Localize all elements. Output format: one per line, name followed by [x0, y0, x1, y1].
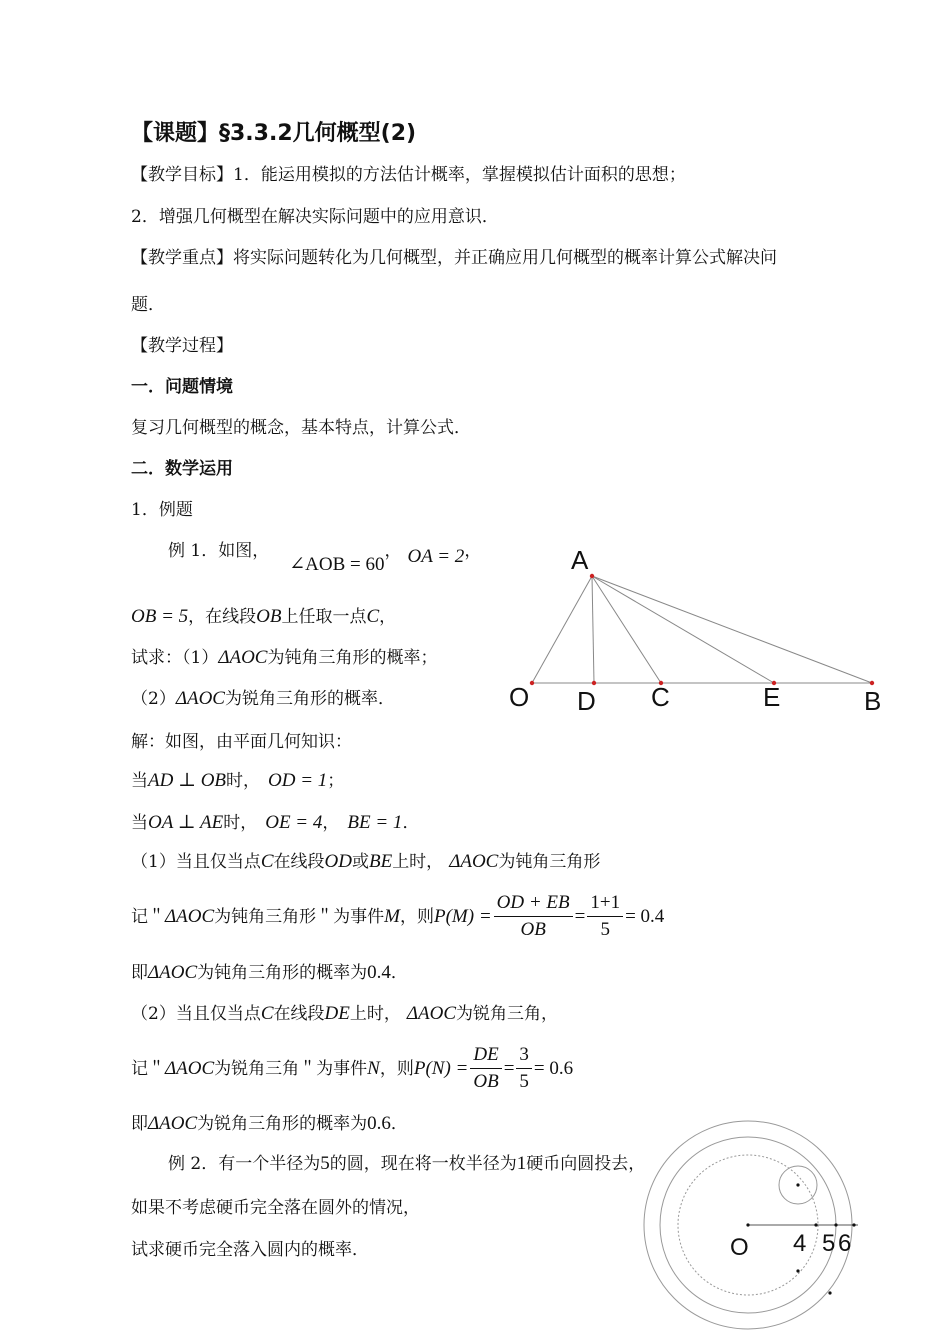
ask-1b: 为钝角三角形的概率；: [267, 648, 438, 668]
record-n-line: [131, 1042, 573, 1095]
p1c: 上时，: [392, 852, 444, 872]
point-c: C: [366, 606, 380, 627]
tri-aoc: ΔAOC: [165, 1057, 215, 1079]
ex2-line-1: [168, 1153, 645, 1175]
result-2: = 0.6: [533, 1057, 574, 1079]
ji1b: 为钝角三角形的概率为: [197, 963, 368, 983]
point-c: C: [260, 1003, 274, 1024]
ob-seg: OB: [256, 606, 282, 627]
tri-aoc: ΔAOC: [148, 962, 198, 983]
sep-2: ，: [464, 541, 482, 561]
ji: 即: [131, 963, 148, 983]
label-o: O: [730, 1234, 749, 1261]
goals-label: 【教学目标】: [131, 165, 233, 185]
tri-aoc: ΔAOC: [175, 688, 225, 709]
tri-aoc: ΔAOC: [449, 851, 499, 872]
tri-aoc: ΔAOC: [218, 647, 268, 668]
examples-label: 1．例题: [131, 500, 193, 520]
key-text-2: 题．: [131, 295, 165, 315]
ex1-intro: 例 1．如图，: [168, 541, 270, 561]
ex2-line-2: 如果不考虑硬币完全落在圆外的情况，: [131, 1198, 420, 1218]
fraction-2: [587, 890, 623, 943]
goal-2: 2．增强几何概型在解决实际问题中的应用意识．: [131, 207, 499, 227]
ex2-line1a: 例 2．有一个半径为: [168, 1154, 321, 1174]
ex1-ask-2: [131, 688, 395, 710]
ad-perp-ob: AD ⊥ OB: [148, 770, 227, 791]
fraction-2-den: 5: [600, 919, 610, 940]
rec1c: ，则: [399, 906, 434, 927]
shi: 时，: [223, 813, 258, 833]
label-c: C: [651, 682, 670, 712]
seg-be: BE: [368, 851, 393, 872]
solution-intro: 解：如图，由平面几何知识：: [131, 732, 352, 752]
ask-2b: 为锐角三角形的概率．: [224, 689, 395, 709]
case-2-line: [131, 1003, 558, 1025]
pn: P(N) =: [413, 1057, 469, 1079]
ex1-line-2: [131, 606, 396, 628]
p1a: （1）当且仅当点: [131, 852, 261, 872]
segment-ac: [592, 576, 661, 683]
segment-ab: [592, 576, 872, 683]
p1d: 为钝角三角形: [498, 852, 601, 872]
fraction-1-num: OD + EB: [494, 890, 573, 917]
point-b-dot: [870, 681, 874, 685]
label-o: O: [509, 682, 530, 712]
shi: 时，: [226, 771, 261, 791]
point-c: C: [260, 851, 274, 872]
figure-circles: [630, 1115, 870, 1342]
ex1-line-1: [168, 540, 482, 575]
fraction-4: [516, 1042, 532, 1095]
figure-triangle: [500, 540, 900, 720]
point-o-dot: [530, 681, 534, 685]
label-d: D: [577, 686, 596, 716]
segment-ae: [592, 576, 774, 683]
tri-aoc: ΔAOC: [406, 1003, 456, 1024]
comma: ，: [322, 813, 340, 833]
rec2b: 为锐角三角＂为事件: [214, 1058, 368, 1079]
label-e: E: [763, 682, 781, 712]
rec2a: 记＂: [131, 1058, 165, 1079]
event-n: N: [367, 1057, 380, 1079]
fraction-1: [494, 890, 573, 943]
segment-ad: [592, 576, 594, 683]
oe-value: OE = 4: [265, 812, 323, 833]
ex1-mid2: 上任取一点: [281, 607, 367, 627]
ex1-mid: ，在线段: [188, 607, 257, 627]
value-04: 0.4: [367, 962, 391, 983]
be-value: BE = 1: [347, 812, 403, 833]
tri-aoc: ΔAOC: [148, 1113, 198, 1134]
key-label: 【教学重点】: [131, 248, 233, 268]
tick-4-dot: [814, 1223, 817, 1226]
label-a: A: [571, 545, 589, 575]
ex2-line1b: 的圆，现在将一枚半径为: [329, 1154, 517, 1174]
record-m-line: [131, 890, 664, 943]
ask-2a: （2）: [131, 689, 176, 709]
oa-value: OA = 2: [407, 546, 465, 567]
section-1-title: 一．问题情境: [131, 377, 233, 397]
p2b: 在线段: [273, 1004, 325, 1024]
fraction-2-num: 1+1: [587, 890, 623, 917]
tick-6-dot: [852, 1223, 855, 1226]
segment-ao: [532, 576, 592, 683]
sep-1: ，: [384, 541, 402, 561]
label-b: B: [864, 686, 882, 716]
teaching-goals: [131, 164, 686, 186]
radius-5: 5: [320, 1153, 330, 1174]
key-text-1: 将实际问题转化为几何概型，并正确应用几何概型的概率计算公式解决问: [233, 248, 777, 268]
dot: ．: [390, 1114, 408, 1134]
label-4: 4: [793, 1230, 807, 1257]
label-5: 5: [822, 1230, 836, 1257]
p2c: 上时，: [349, 1004, 401, 1024]
semi: ；: [327, 771, 345, 791]
seg-de: DE: [324, 1003, 350, 1024]
event-m: M: [384, 905, 400, 927]
od-value: OD = 1: [268, 770, 328, 791]
teaching-key: [131, 247, 777, 269]
p2d: 为锐角三角，: [456, 1004, 558, 1024]
equals: =: [503, 1057, 515, 1079]
ask-1a: 试求：（1）: [131, 648, 219, 668]
p2a: （2）当且仅当点: [131, 1004, 261, 1024]
equals: =: [574, 905, 586, 927]
value-06: 0.6: [367, 1113, 391, 1134]
fraction-4-den: 5: [519, 1071, 529, 1092]
dot-1: [796, 1269, 799, 1272]
fraction-3-den: OB: [473, 1071, 499, 1092]
pm: P(M) =: [433, 905, 492, 927]
process-label: 【教学过程】: [131, 336, 233, 356]
fraction-1-den: OB: [520, 919, 546, 940]
dot: ．: [402, 813, 420, 833]
goal-1: 1．能运用模拟的方法估计概率，掌握模拟估计面积的思想；: [233, 165, 686, 185]
result-1: = 0.4: [625, 905, 665, 927]
dot-2: [828, 1291, 831, 1294]
point-a-dot: [590, 574, 594, 578]
page-title: 【课题】§3.3.2几何概型(2): [131, 121, 417, 146]
dot: ．: [390, 963, 408, 983]
ji2b: 为锐角三角形的概率为: [197, 1114, 368, 1134]
center-dot: [746, 1223, 749, 1226]
ex2-line1c: 硬币向圆投去，: [526, 1154, 646, 1174]
section-2-title: 二．数学运用: [131, 459, 233, 479]
section-1-text: 复习几何概型的概念，基本特点，计算公式．: [131, 418, 471, 438]
tri-aoc: ΔAOC: [165, 905, 215, 927]
when: 当: [131, 813, 148, 833]
point-d-dot: [592, 681, 596, 685]
rec1a: 记＂: [131, 906, 165, 927]
label-6: 6: [838, 1230, 852, 1257]
when: 当: [131, 771, 148, 791]
p1b: 在线段: [273, 852, 325, 872]
solution-line-1: [131, 770, 344, 792]
ex1-ask-1: [131, 647, 437, 669]
coin-center-dot: [796, 1183, 799, 1186]
rec2c: ，则: [379, 1058, 414, 1079]
or: 或: [351, 852, 369, 872]
ex1-tail: ，: [379, 607, 397, 627]
conclusion-1: [131, 962, 408, 984]
radius-1: 1: [516, 1153, 527, 1174]
case-1-line: [131, 851, 600, 873]
tick-5-dot: [834, 1223, 837, 1226]
angle-aob: ∠AOB = 60: [289, 554, 385, 575]
ji: 即: [131, 1114, 148, 1134]
oa-perp-ae: OA ⊥ AE: [148, 812, 224, 833]
solution-line-2: [131, 812, 419, 834]
seg-od: OD: [324, 851, 352, 872]
fraction-3: [470, 1042, 501, 1095]
fraction-3-num: DE: [470, 1042, 501, 1069]
fraction-4-num: 3: [516, 1042, 532, 1069]
ob-value: OB = 5: [131, 606, 189, 627]
rec1b: 为钝角三角形＂为事件: [214, 906, 385, 927]
ex2-line-3: 试求硬币完全落入圆内的概率．: [131, 1240, 369, 1260]
conclusion-2: [131, 1113, 408, 1135]
